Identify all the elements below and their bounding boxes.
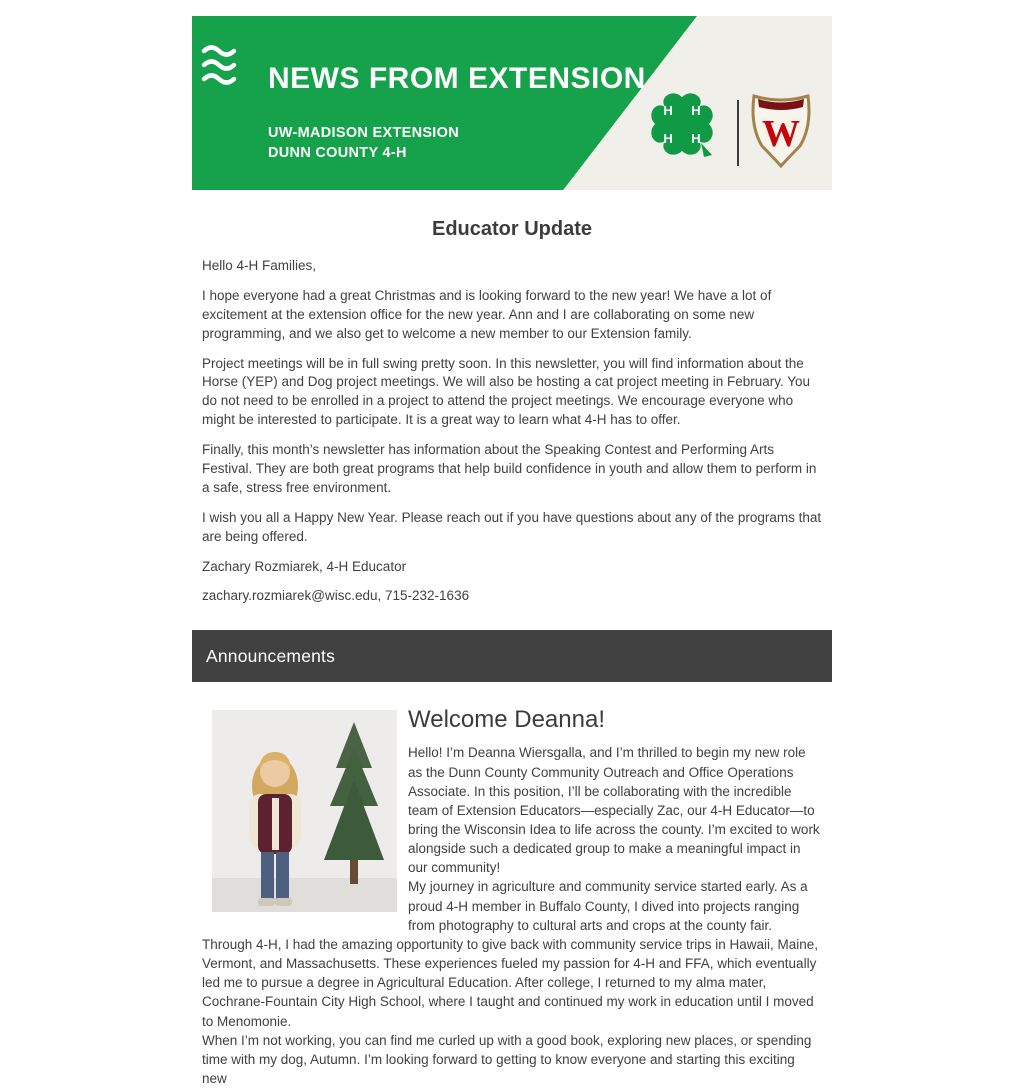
4h-clover-logo-icon xyxy=(641,84,723,177)
clover-h-letter: H xyxy=(663,131,673,146)
banner-title: NEWS FROM EXTENSION xyxy=(268,62,646,95)
educator-paragraph-programs: Finally, this month’s newsletter has information about the Speaking Contest and Performing Arts Festival. They are both great programs that help build confidence in youth and allow them to perform in a safe, stress free environment. xyxy=(202,442,817,495)
banner-subtitle-line2: DUNN COUNTY 4-H xyxy=(268,144,407,161)
newsletter-page xyxy=(192,0,832,1088)
welcome-paragraph-journey: My journey in agriculture and community service started early. As a proud 4-H member in Buffalo County, I dived into projects ranging from photography to cultural arts and crops at the county fair. Through 4-H, I had the amazing opportunity to give back with community service trips in Hawaii, Maine, Vermont, and Massachusetts. These experiences fueled my passion for 4-H and FFA, which eventually led me to pursue a degree in Agricultural Education. After college, I returned to my alma mater, Cochrane-Fountain City High School, where I taught and continued my work in education until I moved to Menomonie. xyxy=(202,879,819,1029)
banner-green-shape xyxy=(192,16,832,190)
educator-contact-info: zachary.rozmiarek@wisc.edu, 715-232-1636 xyxy=(202,588,470,604)
banner-subtitle-line1: UW-MADISON EXTENSION xyxy=(268,125,459,141)
logo-divider xyxy=(737,100,739,166)
extension-waves-icon xyxy=(201,41,237,94)
clover-h-letter: H xyxy=(663,103,673,118)
uw-madison-crest-icon xyxy=(748,90,814,177)
banner-subtitle xyxy=(268,124,459,163)
welcome-paragraph-role: Hello! I’m Deanna Wiersgalla, and I’m thrilled to begin my new role as the Dunn County Community Outreach and Office Operations Associate. In this position, I’ll be collaborating with the incredible team of Extension Educators—especially Zac, our 4-H Educator—to bring the Wisconsin Idea to life across the county. I’m excited to work alongside such a dedicated group to make a meaningful impact in our community! xyxy=(408,745,820,876)
announcements-header-bar xyxy=(192,630,832,682)
clover-h-letter: H xyxy=(691,131,701,146)
educator-paragraph-new-year: I hope everyone had a great Christmas and is looking forward to the new year! We have a lot of excitement at the extension office for the new year. Ann and I are collaborating on some new programming, and we also get to welcome a new member to our Extension family. xyxy=(202,287,772,341)
crest-w-letter: W xyxy=(762,113,800,155)
welcome-paragraph-hobbies: When I’m not working, you can find me curled up with a good book, exploring new places, or spending time with my dog, Autumn. I’m looking forward to getting to know everyone and starting this exciting new xyxy=(202,1032,812,1087)
welcome-title: Welcome Deanna! xyxy=(408,706,605,734)
clover-h-letter: H xyxy=(691,103,701,118)
educator-paragraph-projects: Project meetings will be in full swing pretty soon. In this newsletter, you will find information about the Horse (YEP) and Dog project meetings. We will also be hosting a cat project meeting in February. You do not need to be enrolled in a project to attend the project meetings. We encourage everyone who might be interested to participate. It is a great way to learn what 4-H has to offer. xyxy=(202,355,811,428)
educator-paragraph-greeting: Hello 4-H Families, xyxy=(202,258,317,273)
educator-paragraph-wishes: I wish you all a Happy New Year. Please reach out if you have questions about any of the programs that are being offered. xyxy=(202,509,822,544)
educator-update-section xyxy=(192,218,832,606)
educator-update-title: Educator Update xyxy=(431,218,593,240)
welcome-deanna-section xyxy=(192,682,832,1088)
announcements-title: Announcements xyxy=(206,645,336,666)
educator-signature: Zachary Rozmiarek, 4-H Educator xyxy=(202,558,407,574)
deanna-photo xyxy=(212,710,397,912)
newsletter-banner xyxy=(192,16,832,190)
